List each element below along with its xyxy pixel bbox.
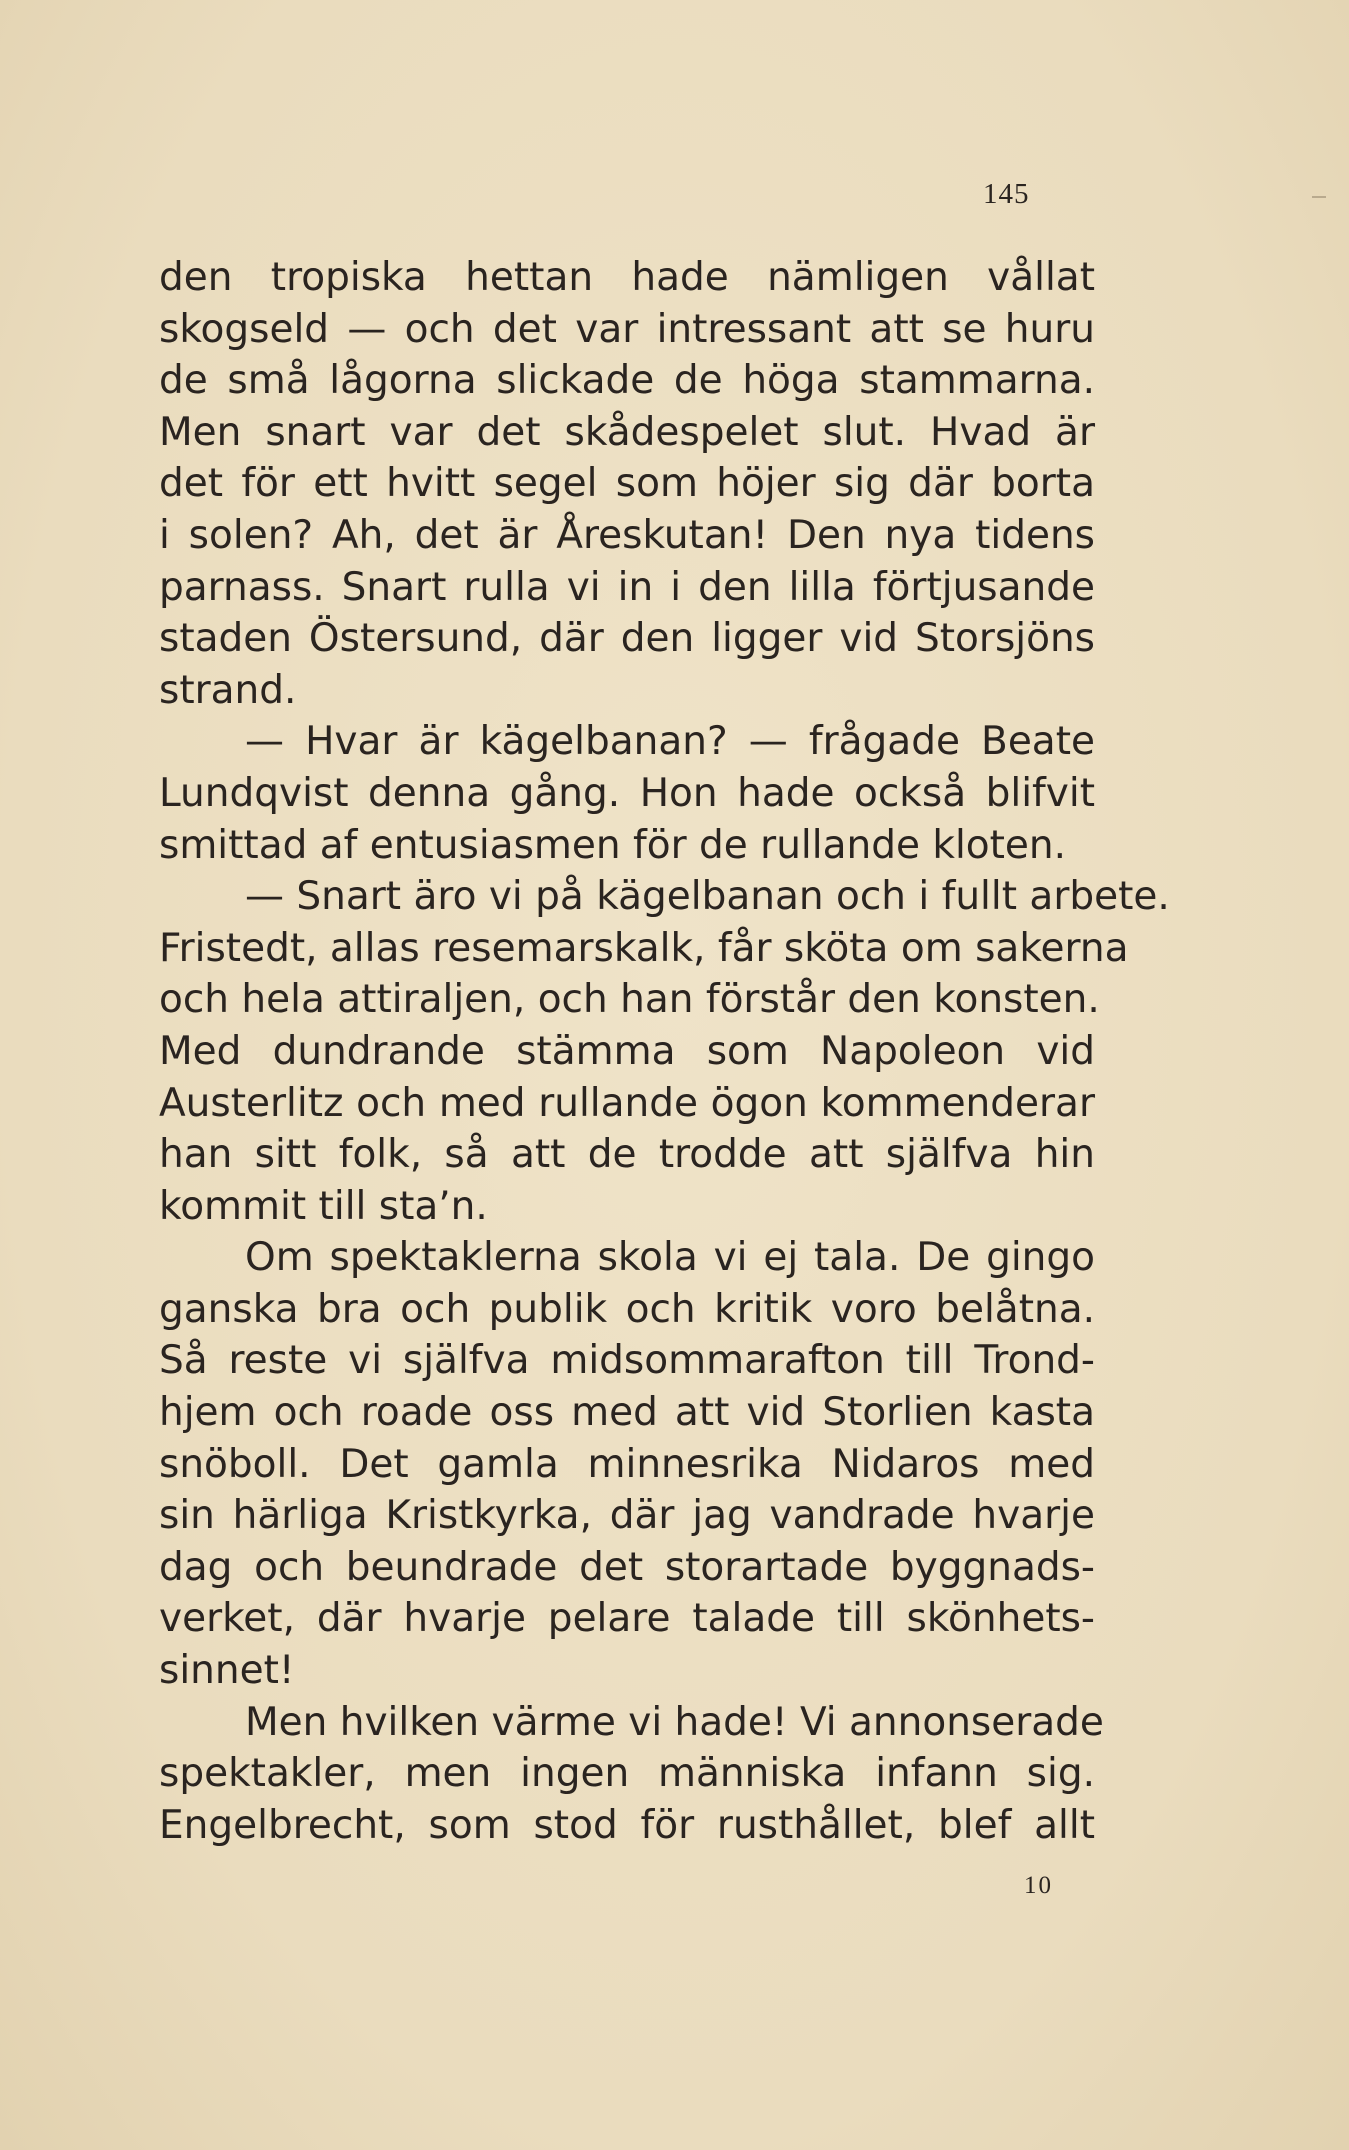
- text-line: Lundqvist denna gång. Hon hade också blifvit: [159, 770, 1095, 816]
- text-line: i solen? Ah, det är Åreskutan! Den nya tidens: [159, 512, 1095, 558]
- text-line: snöboll. Det gamla minnesrika Nidaros med: [159, 1441, 1095, 1487]
- paragraph: [159, 1232, 1095, 1696]
- text-line: skogseld — och det var intressant att se huru: [159, 306, 1095, 352]
- text-line: Med dundrande stämma som Napoleon vid: [159, 1028, 1095, 1074]
- page-number: 145: [983, 178, 1030, 210]
- margin-mark: [1312, 196, 1326, 198]
- text-line: Fristedt, allas resemarskalk, får sköta om sakerna: [159, 925, 1129, 971]
- text-line: de små lågorna slickade de höga stammarna.: [159, 358, 1095, 404]
- text-line: sin härliga Kristkyrka, där jag vandrade hvarje: [159, 1493, 1095, 1539]
- paragraph: [159, 716, 1095, 871]
- paragraph: [159, 1697, 1104, 1852]
- body-text: [159, 252, 1170, 1851]
- text-line: kommit till sta’n.: [159, 1183, 488, 1229]
- text-line: Om spektaklerna skola vi ej tala. De gingo: [245, 1235, 1095, 1281]
- text-line: — Hvar är kägelbanan? — frågade Beate: [245, 719, 1095, 765]
- text-line: sinnet!: [159, 1648, 295, 1694]
- text-line: han sitt folk, så att de trodde att själfva hin: [159, 1132, 1095, 1178]
- text-line: ganska bra och publik och kritik voro belåtna.: [159, 1286, 1095, 1332]
- text-line: — Snart äro vi på kägelbanan och i fullt arbete.: [245, 874, 1170, 920]
- text-line: spektakler, men ingen människa infann sig.: [159, 1751, 1095, 1797]
- text-line: Men hvilken värme vi hade! Vi annonserade: [245, 1699, 1104, 1745]
- text-line: Engelbrecht, som stod för rusthållet, blef allt: [159, 1802, 1095, 1848]
- text-line: strand.: [159, 667, 297, 713]
- paragraph: [159, 871, 1170, 1232]
- text-line: Men snart var det skådespelet slut. Hvad är: [159, 409, 1095, 455]
- text-line: den tropiska hettan hade nämligen vållat: [159, 255, 1095, 300]
- paragraph: [159, 252, 1095, 716]
- text-line: Så reste vi själfva midsommarafton till Trond-: [159, 1338, 1095, 1384]
- signature-mark: 10: [1024, 1872, 1053, 1899]
- text-line: och hela attiraljen, och han förstår den konsten.: [159, 977, 1100, 1023]
- text-line: staden Östersund, där den ligger vid Storsjöns: [159, 616, 1095, 662]
- text-line: verket, där hvarje pelare talade till skönhets-: [159, 1596, 1095, 1642]
- text-line: dag och beundrade det storartade byggnads-: [159, 1544, 1095, 1590]
- text-line: smittad af entusiasmen för de rullande kloten.: [159, 822, 1067, 868]
- text-line: hjem och roade oss med att vid Storlien kasta: [159, 1390, 1095, 1436]
- text-line: Austerlitz och med rullande ögon kommenderar: [159, 1080, 1095, 1126]
- text-line: parnass. Snart rulla vi in i den lilla förtjusande: [159, 564, 1095, 610]
- text-line: det för ett hvitt segel som höjer sig där borta: [159, 461, 1095, 507]
